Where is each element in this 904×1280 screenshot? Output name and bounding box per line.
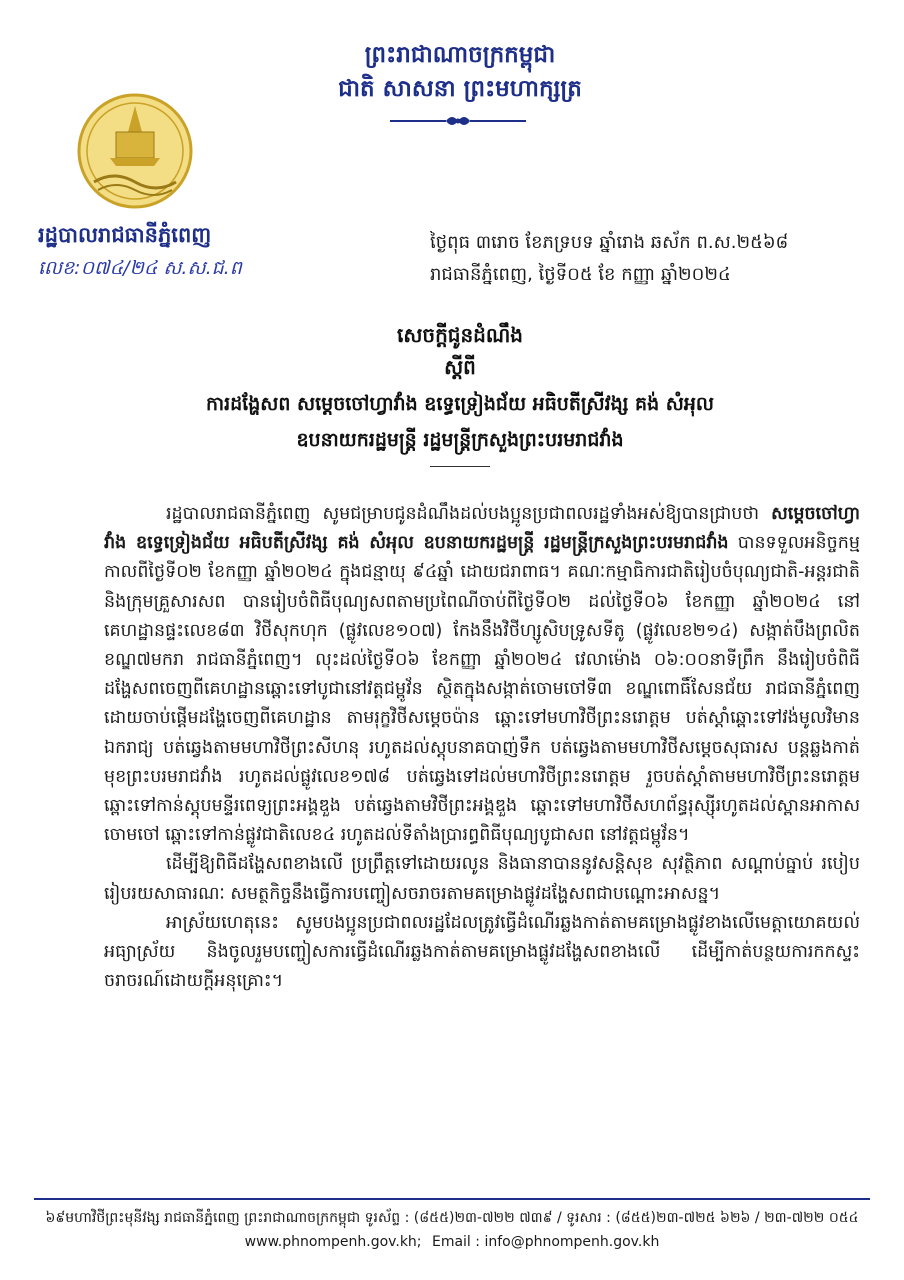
paragraph-3: អាស្រ័យហេតុនេះ សូមបងប្អូនប្រជាពលរដ្ឋដែលត្រូវធ្វើដំណើរឆ្លងកាត់តាមគម្រោងផ្លូវខាងលើមេត្តាយោគយល់អធ្យាស្រ័យ និងចូលរួមបញ្ចៀសការធ្វើដំណើរឆ្លងកាត់តាមគម្រោងផ្លូវដង្ហែសពខាងលើ ដើម្បីកាត់បន្ថយការកកស្ទះចរាចរណ៍ដោយក្តីអនុគ្រោះ។ xyxy=(104,912,860,992)
footer-divider xyxy=(34,1198,870,1200)
paragraph-1-intro: រដ្ឋបាលរាជធានីភ្នំពេញ សូមជម្រាបជូនដំណឹងដល់បងប្អូនប្រជាពលរដ្ឋទាំងអស់ឱ្យបានជ្រាបថា xyxy=(166,504,772,524)
subject-line-1: ការដង្ហែសព សម្តេចចៅហ្វាវាំង ឧទ្ធេទ្រៀងជ័យ អធិបតីស្រីវង្ស គង់ សំអុល xyxy=(206,393,714,415)
paragraph-1-rest: បានទទួលអនិច្ចកម្ម កាលពីថ្ងៃទី០២ ខែកញ្ញា ឆ្នាំ២០២៤ ក្នុងជន្មាយុ ៩៤ឆ្នាំ ដោយជរាពាធ។ គណៈកម្មាធិការជាតិរៀបចំបុណ្យជាតិ-អន្តរជាតិ និងក្រុមគ្រួសារសព បានរៀបចំពិធីបុណ្យសពតាមប្រពៃណីចាប់ពីថ្ងៃទី០២ ដល់ថ្ងៃទី០៦ ខែកញ្ញា ឆ្នាំ២០២៤ នៅគេហដ្ឋានផ្ទះលេខ៨៣ វិថីសុកហុក (ផ្លូវលេខ១០៧) កែងនឹងវិថីហ្សូសិបទ្រូសទីតូ (ផ្លូវលេខ២១៤) សង្កាត់បឹងព្រលិត ខណ្ឌ៧មករា រាជធានីភ្នំពេញ។ លុះដល់ថ្ងៃទី០៦ ខែកញ្ញា ឆ្នាំ២០២៤ វេលាម៉ោង ០៦:០០នាទីព្រឹក នឹងរៀបចំពិធីដង្ហែសពចេញពីគេហដ្ឋានឆ្ពោះទៅបូជានៅវត្តជម្ពូវ័ន ស្ថិតក្នុងសង្កាត់ចោមចៅទី៣ ខណ្ឌពោធិ៍សែនជ័យ រាជធានីភ្នំពេញ ដោយចាប់ផ្តើមដង្ហែចេញពីគេហដ្ឋាន តាមរុក្ខវិថីសម្តេចប៉ាន ឆ្ពោះទៅមហាវិថីព្រះនរោត្តម បត់ស្តាំឆ្ពោះទៅវង់មូលវិមានឯករាជ្យ បត់ឆ្វេងតាមមហាវិថីព្រះសីហនុ រហូតដល់ស្តុបនាគបាញ់ទឹក បត់ឆ្វេងតាមមហាវិថីសម្តេចសុធារស បន្តឆ្លងកាត់មុខព្រះបរមរាជវាំង រហូតដល់ផ្លូវលេខ១៧៨ បត់ឆ្វេងទៅដល់មហាវិថីព្រះនរោត្តម រួចបត់ស្តាំតាមមហាវិថីព្រះនរោត្តម ឆ្ពោះទៅកាន់ស្តុបមន្ទីរពេទ្យព្រះអង្គឌួង បត់ឆ្វេងតាមវិថីព្រះអង្គឌួង ឆ្ពោះទៅមហាវិថីសហព័ន្ធរុស្ស៊ីរហូតដល់ស្ពានអាកាសចោមចៅ ឆ្ពោះទៅកាន់ផ្លូវជាតិលេខ៤ រហូតដល់ទីតាំងប្រារព្ធពិធីបុណ្យបូជាសព នៅវត្តជម្ពូវ័ន។ xyxy=(104,533,860,846)
document-number: លេខ:០៧៤/២៤ ស.ស.ជ.ព xyxy=(38,257,242,279)
footer-address: ៦៩មហាវិថីព្រះមុនីវង្ស រាជធានីភ្នំពេញ ព្រះរាជាណាចក្រកម្ពុជា ទូរស័ព្ទ : (៨៥៥)២៣-៧២២ ៧៣៩ / ទូរសារ : (៨៥៥)២៣-៧២៥ ៦២៦ / ២៣-៧២២ ០៥៤ xyxy=(45,1210,859,1226)
notice-body xyxy=(104,500,860,996)
footer-email: Email : info@phnompenh.gov.kh xyxy=(431,1234,660,1250)
footer-website: www.phnompenh.gov.kh; xyxy=(244,1234,422,1250)
issuing-authority: រដ្ឋបាលរាជធានីភ្នំពេញ xyxy=(38,223,212,247)
ornament-divider-icon xyxy=(388,112,528,130)
kingdom-title: ព្រះរាជាណាចក្រកម្ពុជា xyxy=(364,42,556,68)
paragraph-2: ដើម្បីឱ្យពិធីដង្ហែសពខាងលើ ប្រព្រឹត្តទៅដោយរលូន និងធានាបាននូវសន្តិសុខ សុវត្ថិភាព សណ្តាប់ធ្នាប់ របៀបរៀបរយសាធារណៈ សមត្ថកិច្ចនឹងធ្វើការបញ្ចៀសចរាចរតាមគម្រោងផ្លូវដង្ហែសពជាបណ្តោះអាសន្ន។ xyxy=(104,854,860,904)
national-motto: ជាតិ សាសនា ព្រះមហាក្សត្រ xyxy=(338,76,582,102)
solar-date: រាជធានីភ្នំពេញ, ថ្ងៃទី០៥ ខែ កញ្ញា ឆ្នាំ២០២៤ xyxy=(430,264,731,285)
footer-contact xyxy=(34,1234,870,1250)
document-type-title: សេចក្តីជូនដំណឹង xyxy=(397,323,523,347)
municipal-seal-icon xyxy=(76,92,194,210)
paragraph-1 xyxy=(104,500,860,850)
letterhead-kingdom-motto xyxy=(250,38,670,106)
subject-line-2: ឧបនាយករដ្ឋមន្ត្រី រដ្ឋមន្ត្រីក្រសួងព្រះបរមរាជវាំង xyxy=(296,429,624,451)
subject-label: ស្តីពី xyxy=(444,355,476,379)
heading-divider xyxy=(430,466,490,467)
lunar-date: ថ្ងៃពុធ ៣រោច ខែភទ្របទ ឆ្នាំរោង ឆស័ក ព.ស.២៥៦៨ xyxy=(430,232,789,253)
deceased-name-title: សម្តេចចៅហ្វាវាំង ឧទ្ធេទ្រៀងជ័យ អធិបតីស្រីវង្ស គង់ សំអុល ឧបនាយករដ្ឋមន្ត្រី រដ្ឋមន្ត្រីក្រសួងព្រះបរមរាជវាំង xyxy=(104,504,860,554)
